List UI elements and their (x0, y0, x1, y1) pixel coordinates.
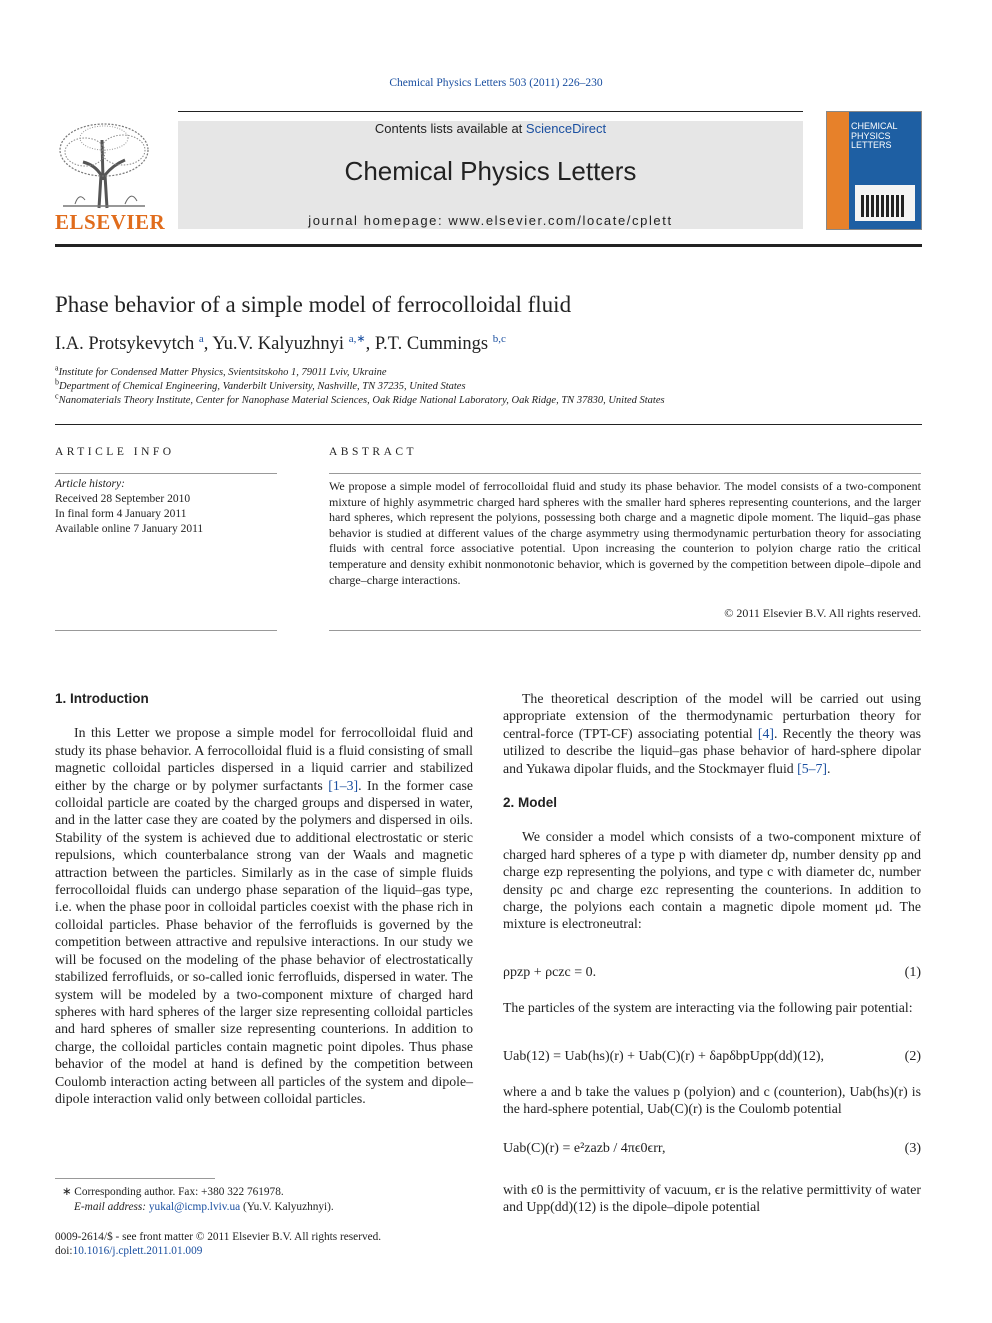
elsevier-tree-logo (55, 120, 153, 210)
corresponding-author-note: ∗ Corresponding author. Fax: +380 322 761978. (62, 1186, 284, 1198)
intro-text: . In the former case colloidal particle are coated by the charged groups and dispersed in water, and in the latter case they are coated by the polymers and dispersed in oils. Stability of the system is achieved due to additional electrostatic or steric repulsions, which counterbalance strong van der Waals and magnetic attraction between the particles. Similarly as in the case of simple fluids ferrocolloidal fluids can undergo phase separation of the liquid–gas type, i.e. when the phase poor in colloidal particles coexist with the phase rich in colloidal particles. Phase behavior of the ferrofluids is governed by the competition between attractive and repulsive interactions. In our study we will be focused on the modeling of the phase behavior of electrostatically stabilized ferrofluids, or so-called ionic ferrofluids, dispersed in water. The system will be modeled by a two-component mixture of charged hard spheres with hard spheres of the larger size representing colloidal particles and hard spheres of smaller size representing counterions. In addition to charge, the colloidal particles contain magnetic point dipoles. Thus phase behavior of the model at hand is defined by the competition between Coulomb interaction acting between all particles of the system and dipole–dipole interaction valid only between colloidal particles. (55, 777, 473, 1106)
author-affiliation-mark[interactable]: b,c (492, 332, 506, 345)
cover-figure (855, 185, 915, 221)
copyright-line: © 2011 Elsevier B.V. All rights reserved. (724, 606, 921, 620)
intro-paragraph (55, 724, 473, 1107)
article-info-heading: ARTICLE INFO (55, 446, 175, 458)
pair-potential-paragraph: The particles of the system are interacting via the following pair potential: (503, 1000, 913, 1015)
abstract-text: We propose a simple model of ferrocolloidal fluid and study its phase behavior. The model consists of a two-component mixture of highly asymmetric charged hard spheres with the smaller hard spheres representing counterions, and the larger hard spheres, which represent the polyions, possessing both charge and a magnetic dipole moment. The liquid–gas phase behavior is studied at different values of the charge asymmetry using thermodynamic perturbation theory for associating fluids with central force associative potential. Upon increasing the counterion to polyion charge ratio the critical temperature and density exhibit nonmonotonic behavior, which is governed by the competition between dipole–dipole and charge–charge interactions. (329, 479, 921, 587)
theory-paragraph (503, 690, 921, 777)
contents-prefix: Contents lists available at (374, 121, 526, 136)
equation-2: Uab(12) = Uab(hs)(r) + Uab(C)(r) + δapδbpUpp(dd)(12), (503, 1049, 825, 1064)
affiliation (55, 391, 665, 406)
email-link[interactable]: yukal@icmp.lviv.ua (148, 1201, 241, 1213)
affiliation-mark: a (55, 363, 59, 373)
email-suffix: (Yu.V. Kalyuzhnyi). (240, 1201, 334, 1213)
sciencedirect-link[interactable]: ScienceDirect (525, 121, 607, 136)
cover-title-line: CHEMICAL (851, 121, 898, 131)
journal-reference[interactable]: Chemical Physics Letters 503 (2011) 226–230 (389, 77, 603, 89)
publisher-wordmark[interactable]: ELSEVIER (55, 210, 166, 234)
intro-text: In this Letter we propose a simple model for ferrocolloidal fluid and study its phase behavior. A ferrocolloidal fluid is a fluid consisting of small magnetic colloidal particles dispersed in a liquid carrier and stabilized either by the charge or by polymer surfactants (55, 725, 473, 793)
footnote-rule (55, 1178, 215, 1179)
paragraph-text: The theoretical description of the model will be carried out using appropriate extension of the thermodynamic perturbation theory for central-force (TPT-CF) associating potential (503, 691, 921, 741)
citation-link[interactable]: [4] (757, 725, 774, 741)
journal-homepage-link[interactable]: journal homepage: www.elsevier.com/locate/cplett (308, 213, 673, 228)
equation-3: Uab(C)(r) = e²zazb / 4πϵ0ϵrr, (503, 1141, 666, 1156)
masthead-bottom-rule (55, 244, 922, 247)
abstract-bottom-rule (329, 630, 921, 631)
model-paragraph: We consider a model which consists of a two-component mixture of charged hard spheres of a type p with diameter dp, number density ρp and charge ezp representing the polyions, and type c with diameter dc, number density ρc and charge ezc representing the counterions. In addition to charge, the polyions each contain a magnetic dipole moment μd. The mixture is electroneutral: (503, 829, 921, 932)
journal-title: Chemical Physics Letters (344, 156, 637, 186)
right-column (503, 690, 921, 933)
potential-definition-paragraph: where a and b take the values p (polyion) and c (counterion), Uab(hs)(r) is the hard-sphere potential, Uab(C)(r) is the Coulomb potential (503, 1084, 921, 1117)
paragraph-text: . Recently the theory was utilized to describe the liquid–gas phase behavior of hard-sphere dipolar and Yukawa dipolar fluids, and the Stockmayer fluid (503, 725, 921, 776)
doi-line (55, 1244, 202, 1259)
affiliation-text: Department of Chemical Engineering, Vanderbilt University, Nashville, TN 37235, United States (59, 381, 466, 392)
left-column (55, 690, 473, 1107)
article-title: Phase behavior of a simple model of ferrocolloidal fluid (55, 292, 572, 317)
equation-2-number: (2) (904, 1049, 921, 1064)
author-affiliation-mark[interactable]: a,∗ (348, 332, 366, 345)
cover-figure-graphic (855, 185, 915, 221)
history-received: Received 28 September 2010 (55, 493, 191, 505)
author-name: P.T. Cummings (374, 334, 489, 354)
section-heading-model: 2. Model (503, 795, 558, 811)
email-label: E-mail address: (74, 1201, 149, 1213)
affiliation-text: Nanomaterials Theory Institute, Center for Nanophase Material Sciences, Oak Ridge National Laboratory, Oak Ridge, TN 37830, United States (58, 395, 665, 406)
permittivity-paragraph: with ϵ0 is the permittivity of vacuum, ϵr is the relative permittivity of water and Upp(dd)(12) is the dipole–dipole potential (503, 1182, 921, 1215)
cover-title-line: PHYSICS (851, 130, 891, 141)
section-heading-introduction: 1. Introduction (55, 691, 149, 706)
cover-title (851, 122, 898, 151)
article-info-bottom-rule (55, 630, 277, 631)
history-online: Available online 7 January 2011 (55, 523, 204, 535)
equation-1: ρpzp + ρczc = 0. (503, 965, 597, 980)
article-history (55, 477, 203, 537)
affiliation-mark: c (55, 391, 59, 401)
abstract-rule (329, 473, 921, 474)
citation-link[interactable]: [5–7] (797, 760, 828, 776)
affiliation (55, 377, 466, 392)
contents-line (178, 121, 803, 136)
paragraph-text: . (827, 760, 831, 776)
author-name: Yu.V. Kalyuzhnyi (212, 334, 345, 354)
affiliation-text: Institute for Condensed Matter Physics, Svientsitskoho 1, 79011 Lviv, Ukraine (58, 367, 387, 378)
article-info-rule (55, 473, 277, 474)
affiliation (55, 363, 387, 378)
doi-link[interactable]: 10.1016/j.cplett.2011.01.009 (72, 1245, 203, 1257)
header-rule (178, 111, 803, 112)
citation-link[interactable]: [1–3] (328, 777, 359, 793)
abstract-heading: ABSTRACT (329, 446, 418, 458)
affiliation-mark: b (55, 377, 59, 387)
doi-label: doi: (55, 1245, 73, 1257)
affiliation-rule (55, 424, 922, 425)
author-affiliation-mark[interactable]: a (198, 332, 204, 345)
cover-title-line: LETTERS (851, 140, 892, 150)
equation-1-number: (1) (904, 965, 921, 980)
email-note (74, 1200, 334, 1215)
history-label: Article history: (55, 478, 125, 490)
history-final-form: In final form 4 January 2011 (55, 508, 187, 520)
journal-cover-thumbnail[interactable] (826, 111, 922, 230)
issn-line: 0009-2614/$ - see front matter © 2011 Elsevier B.V. All rights reserved. (55, 1231, 382, 1243)
author-name: I.A. Protsykevytch (55, 334, 195, 354)
author-list: I.A. Protsykevytch $^a$, Yu.V. Kalyuzhnyi $^{a,∗}$, P.T. Cummings $^{b,c}$ (55, 332, 506, 354)
cover-side-band (827, 112, 849, 230)
equation-3-number: (3) (904, 1141, 921, 1156)
